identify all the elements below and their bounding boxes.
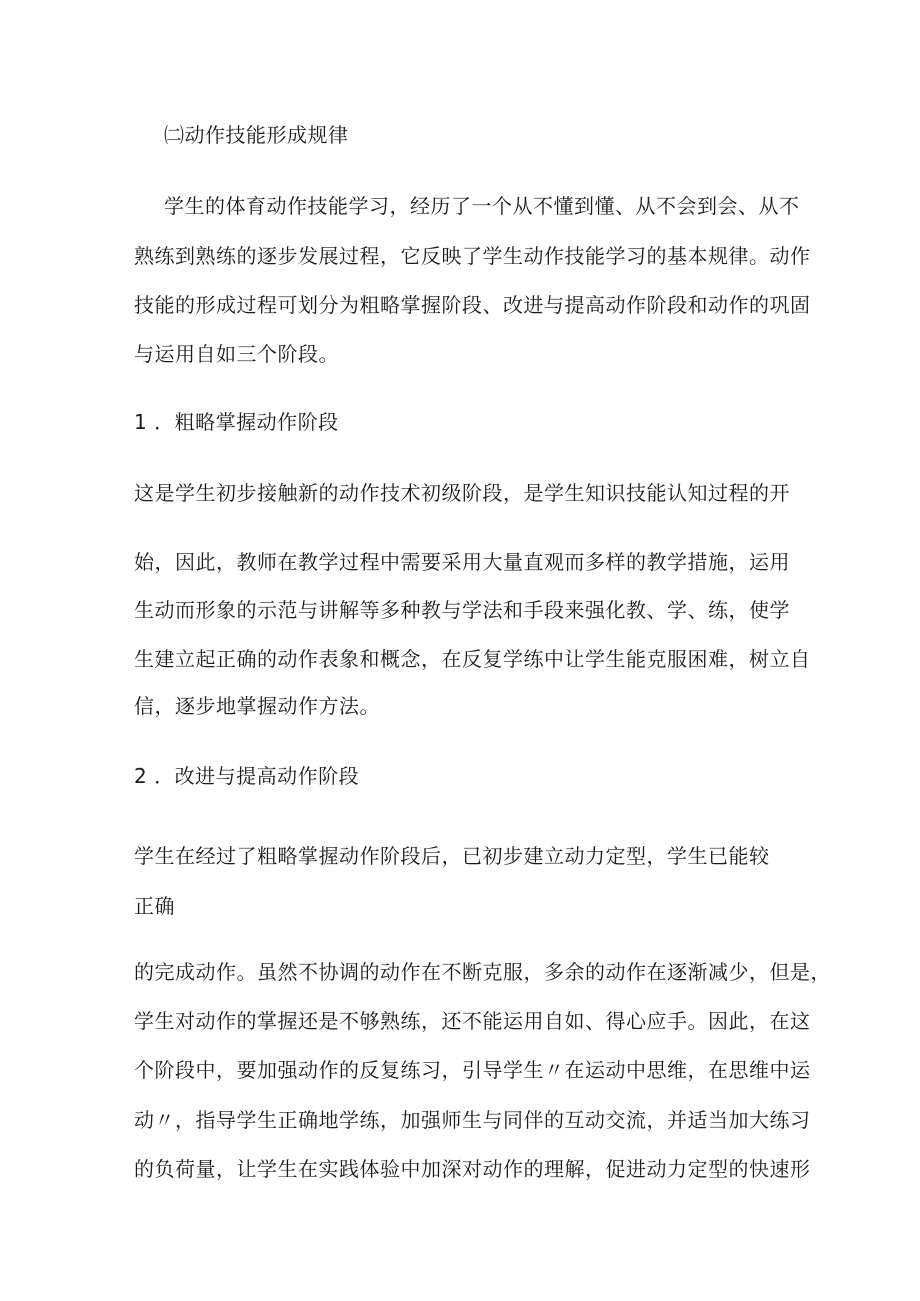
stage1-line: 生动而形象的示范与讲解等多种教与学法和手段来强化教、学、练，使学 (134, 598, 790, 622)
stage1-line: 生建立起正确的动作表象和概念，在反复学练中让学生能克服困难，树立自 (134, 647, 811, 671)
stage2-line: 正确 (134, 894, 175, 918)
stage2-line: 个阶段中，要加强动作的反复练习，引导学生〃在运动中思维，在思维中运 (134, 1058, 811, 1082)
stage2-line: 的完成动作。虽然不协调的动作在不断克服，多余的动作在逐渐减少，但是， (134, 960, 831, 984)
stage2-line: 学生在经过了粗略掌握动作阶段后，已初步建立动力定型，学生已能较 (134, 844, 770, 868)
intro-line: 技能的形成过程可划分为粗略掌握阶段、改进与提高动作阶段和动作的巩固 (134, 293, 811, 317)
stage2-line: 学生对动作的掌握还是不够熟练，还不能运用自如、得心应手。因此，在这 (134, 1009, 811, 1033)
stage1-line: 这是学生初步接触新的动作技术初级阶段，是学生知识技能认知过程的开 (134, 481, 790, 505)
stage1-line: 信，逐步地掌握动作方法。 (134, 694, 380, 718)
intro-line: 学生的体育动作技能学习，经历了一个从不懂到懂、从不会到会、从不 (164, 194, 800, 218)
intro-line: 熟练到熟练的逐步发展过程，它反映了学生动作技能学习的基本规律。动作 (134, 244, 811, 268)
stage1-title: 1 ．粗略掌握动作阶段 (134, 410, 339, 434)
stage1-line: 始，因此，教师在教学过程中需要采用大量直观而多样的教学措施，运用 (134, 550, 790, 574)
intro-line: 与运用自如三个阶段。 (134, 342, 339, 366)
stage2-line: 动〃，指导学生正确地学练，加强师生与同伴的互动交流，并适当加大练习 (134, 1108, 811, 1132)
stage2-line: 的负荷量，让学生在实践体验中加深对动作的理解，促进动力定型的快速形 (134, 1157, 811, 1181)
section-title: ㈡动作技能形成规律 (164, 123, 349, 147)
stage2-title: 2 ．改进与提高动作阶段 (134, 764, 360, 788)
